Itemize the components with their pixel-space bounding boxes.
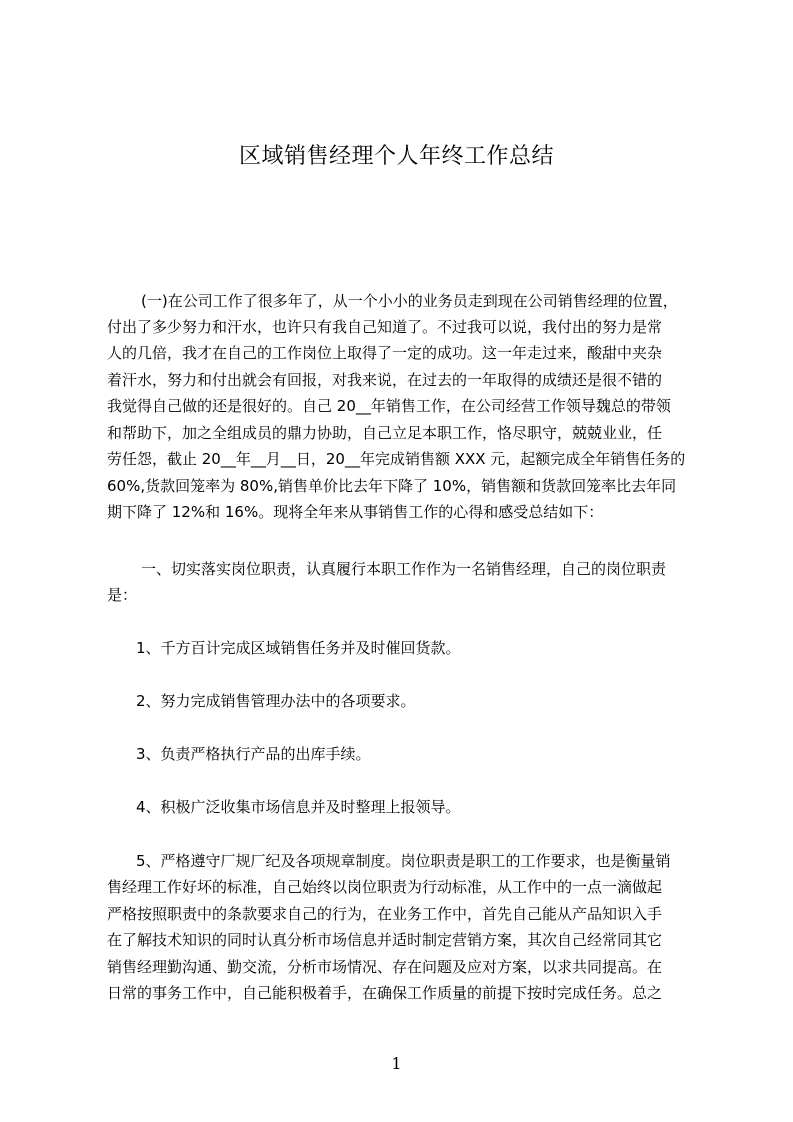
page-number: 1 xyxy=(391,1054,402,1073)
list-item: 4、积极广泛收集市场信息并及时整理上报领导。 xyxy=(136,798,461,816)
paragraph-line: 销售经理勤沟通、勤交流，分析市场情况、存在问题及应对方案，以求共同提高。在 xyxy=(107,958,663,976)
paragraph-line: 人的几倍，我才在自己的工作岗位上取得了一定的成功。这一年走过来，酸甜中夹杂 xyxy=(107,344,663,362)
paragraph-line: 期下降了 12%和 16%。现将全年来从事销售工作的心得和感受总结如下： xyxy=(107,503,604,521)
paragraph-line: 售经理工作好坏的标准，自己始终以岗位职责为行动标准，从工作中的一点一滴做起 xyxy=(107,878,663,896)
paragraph-line: 是： xyxy=(107,586,138,604)
paragraph-line: 我觉得自己做的还是很好的。自己 20__年销售工作，在公司经营工作领导魏总的带领 xyxy=(107,397,671,415)
list-item: 2、努力完成销售管理办法中的各项要求。 xyxy=(136,692,416,710)
paragraph-line: 严格按照职责中的条款要求自己的行为，在业务工作中，首先自己能从产品知识入手 xyxy=(107,905,663,923)
paragraph-line: 60%,货款回笼率为 80%,销售单价比去年下降了 10%，销售额和货款回笼率比去年同 xyxy=(107,477,677,495)
paragraph-line: 一、切实落实岗位职责，认真履行本职工作作为一名销售经理，自己的岗位职责 xyxy=(141,560,667,578)
paragraph-line: 付出了多少努力和汗水，也许只有我自己知道了。不过我可以说，我付出的努力是常 xyxy=(107,318,663,336)
paragraph-line: 在了解技术知识的同时认真分析市场信息并适时制定营销方案，其次自己经常同其它 xyxy=(107,931,663,949)
paragraph-line: 着汗水，努力和付出就会有回报，对我来说，在过去的一年取得的成绩还是很不错的 xyxy=(107,371,663,389)
paragraph-line: 5、严格遵守厂规厂纪及各项规章制度。岗位职责是职工的工作要求，也是衡量销 xyxy=(136,852,671,870)
list-item: 1、千方百计完成区域销售任务并及时催回货款。 xyxy=(136,639,461,657)
paragraph-line: 日常的事务工作中，自己能积极着手，在确保工作质量的前提下按时完成任务。总之 xyxy=(107,984,663,1002)
list-item: 3、负责严格执行产品的出库手续。 xyxy=(136,745,371,763)
page-title: 区域销售经理个人年终工作总结 xyxy=(238,144,554,169)
paragraph-line: (一)在公司工作了很多年了，从一个小小的业务员走到现在公司销售经理的位置， xyxy=(141,292,678,310)
paragraph-line: 和帮助下，加之全组成员的鼎力协助，自己立足本职工作，恪尽职守，兢兢业业，任 xyxy=(107,424,663,442)
paragraph-line: 劳任怨，截止 20__年__月__日，20__年完成销售额 XXX 元，起额完成全年销售任务的 xyxy=(107,450,686,468)
